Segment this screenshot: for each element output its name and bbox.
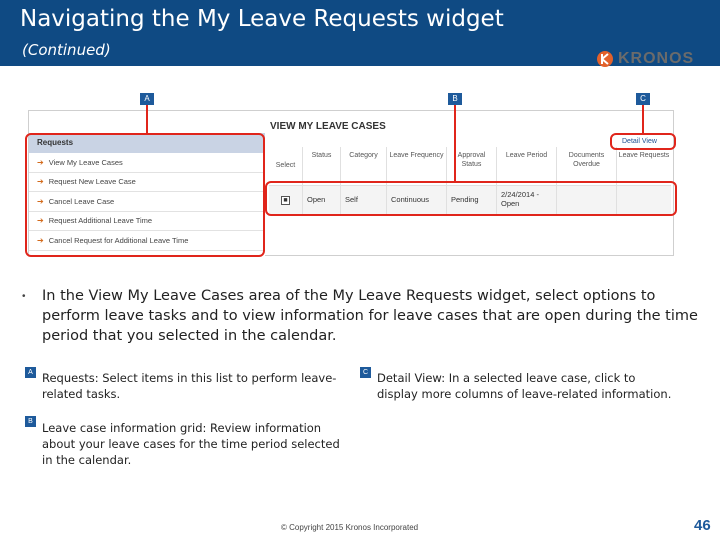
column-header: Approval Status xyxy=(447,147,497,185)
arrow-right-icon: ➔ xyxy=(37,216,44,226)
connector-b xyxy=(454,105,456,182)
highlight-grid xyxy=(265,181,677,216)
period-cell: 2/24/2014 - Open xyxy=(497,185,557,215)
kronos-logo xyxy=(596,50,694,68)
arrow-right-icon: ➔ xyxy=(37,196,44,206)
column-header: Status xyxy=(303,147,341,185)
status-cell: Open xyxy=(303,185,341,215)
description-a: Requests: Select items in this list to perform leave-related tasks. xyxy=(42,371,337,401)
highlight-requests xyxy=(25,133,265,257)
requests-header: Requests xyxy=(29,133,265,153)
column-header: Leave Period xyxy=(497,147,557,185)
request-item-label: Cancel Request for Additional Leave Time xyxy=(48,235,189,245)
column-header: Category xyxy=(341,147,387,185)
column-header: Leave Frequency xyxy=(387,147,447,185)
frequency-cell: Continuous xyxy=(387,185,447,215)
request-item-label: View My Leave Cases xyxy=(48,157,123,167)
connector-a xyxy=(146,105,148,134)
callout-a: A xyxy=(140,93,154,105)
grid-header-row xyxy=(269,147,671,185)
category-cell: Self xyxy=(341,185,387,215)
request-item-label: Request Additional Leave Time xyxy=(48,216,153,226)
description-c: Detail View: In a selected leave case, click to display more columns of leave-related information. xyxy=(377,371,672,401)
kronos-mark-icon xyxy=(596,50,614,68)
callout-b: B xyxy=(448,93,462,105)
arrow-right-icon: ➔ xyxy=(37,235,44,245)
description-b: Leave case information grid: Review information about your leave cases for the time period selected in the calendar. xyxy=(42,421,340,467)
detail-view-link[interactable]: Detail View xyxy=(622,138,657,145)
connector-c xyxy=(642,105,644,134)
page-number: 46 xyxy=(694,517,711,534)
callout-c: C xyxy=(636,93,650,105)
approval-cell: Pending xyxy=(447,185,497,215)
highlight-detail-view xyxy=(610,133,676,150)
page-title: Navigating the My Leave Requests widget xyxy=(20,6,504,32)
request-item-label: Cancel Leave Case xyxy=(48,196,115,206)
main-paragraph: In the View My Leave Cases area of the My Leave Requests widget, select options to perform leave tasks and to view information for leave cases that are open during the time period that you selected in the calendar. xyxy=(42,288,698,344)
label-c: C xyxy=(360,367,371,378)
bullet-icon: • xyxy=(22,291,26,302)
request-item-label: Request New Leave Case xyxy=(48,177,136,187)
label-a: A xyxy=(25,367,36,378)
select-checkbox[interactable]: ■ xyxy=(281,196,290,205)
column-header: Select xyxy=(269,147,303,185)
view-leave-cases-title: VIEW MY LEAVE CASES xyxy=(270,121,386,132)
copyright: © Copyright 2015 Kronos Incorporated xyxy=(281,523,419,532)
arrow-right-icon: ➔ xyxy=(37,177,44,187)
column-header: Documents Overdue xyxy=(557,147,617,185)
column-header: Leave Requests xyxy=(618,152,670,159)
logo-text: KRONOS xyxy=(618,50,695,67)
page-subtitle: (Continued) xyxy=(22,41,111,59)
label-b: B xyxy=(25,416,36,427)
arrow-right-icon: ➔ xyxy=(37,157,44,167)
